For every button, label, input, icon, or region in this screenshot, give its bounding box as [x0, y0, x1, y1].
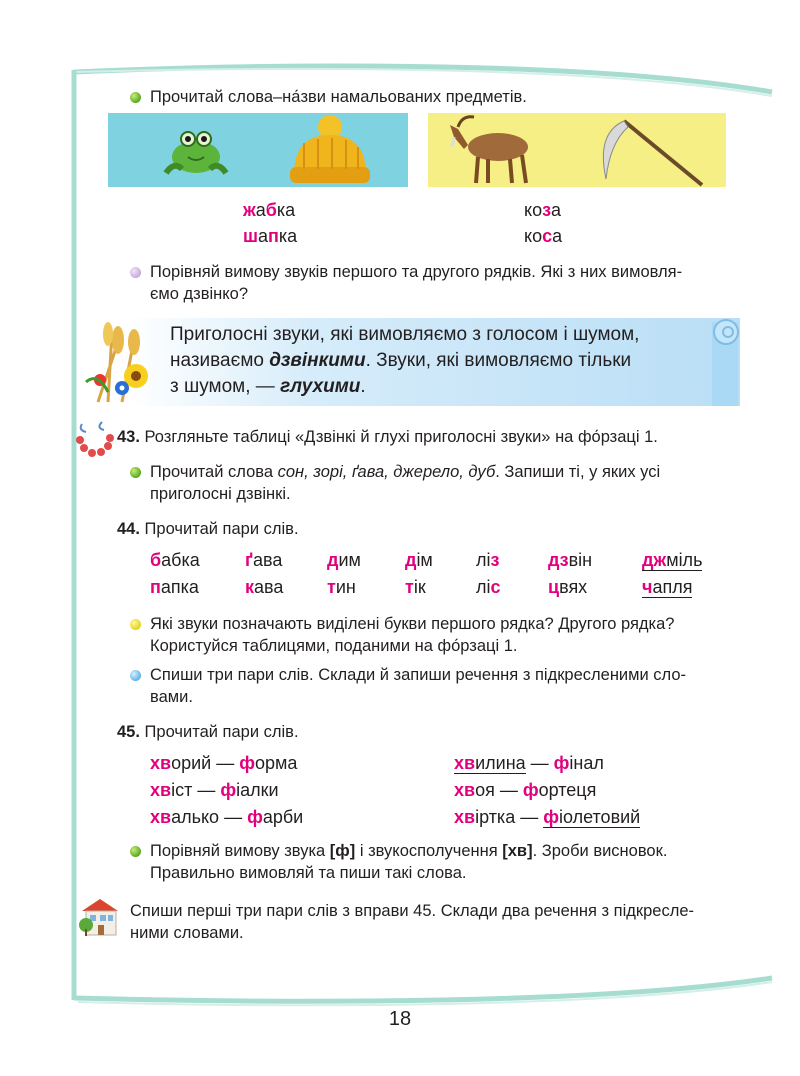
word-tsviakh: цвях	[548, 577, 588, 597]
ex45-instruction-cont: Правильно вимовляй та пиши такі слова.	[150, 864, 467, 882]
scroll-icon	[706, 316, 746, 408]
ex44-task: Спиши три пари слів. Склади й запиши речення з підкресленими сло-	[150, 666, 687, 684]
bullet-icon	[130, 846, 141, 857]
homework-task: Спиши перші три пари слів з вправи 45. Склади два речення з підкресле-	[130, 902, 695, 920]
word-chaplia: чапля	[642, 577, 693, 597]
rule-text: Приголосні звуки, які вимовляємо з голосом і шумом, називаємо дзвінкими. Звуки, які вимовляємо тільки з шумом, — глухими.	[170, 324, 640, 397]
word-kosa: коса	[524, 226, 563, 246]
frog-and-hat-picture	[108, 113, 408, 187]
picture-panel-left	[108, 113, 408, 187]
homework-task-cont: ними словами.	[130, 924, 244, 942]
word-lis: ліс	[476, 577, 501, 597]
bullet-icon	[130, 92, 141, 103]
word-dim: дім	[405, 550, 433, 570]
word-liz: ліз	[476, 550, 500, 570]
pair-khvirtka-fioletovyi: хвіртка — фіолетовий	[454, 807, 641, 827]
ex45-instruction: Порівняй вимову звука [ф] і звукосполучення [хв]. Зроби висновок.	[150, 842, 668, 860]
word-dzhmil: джміль	[642, 550, 703, 570]
exercise-43: 43. Розгляньте таблиці «Дзвінкі й глухі приголосні звуки» на фо́рзаці 1.	[117, 428, 658, 446]
house-icon	[78, 895, 124, 939]
word-dym: дим	[327, 550, 361, 570]
ex44-task-cont: вами.	[150, 688, 193, 706]
word-zhabka: жабка	[243, 200, 296, 220]
pair-khvist-fialky: хвіст — фіалки	[150, 780, 279, 800]
goat-icon	[450, 117, 528, 183]
beads-icon	[74, 418, 114, 460]
word-koza: коза	[524, 200, 562, 220]
word-papka: папка	[150, 577, 199, 597]
pair-khvoia-fortetsia: хвоя — фортеця	[454, 780, 597, 800]
compare-instruction: Порівняй вимову звуків першого та другого рядків. Які з них вимовля-	[150, 263, 683, 281]
page-number: 18	[388, 1008, 412, 1030]
word-tyn: тин	[327, 577, 356, 597]
goat-and-scythe-picture	[428, 113, 726, 187]
frog-icon	[166, 132, 226, 173]
pair-khvoryi-forma: хворий — форма	[150, 753, 298, 773]
hat-icon	[290, 115, 370, 183]
bullet-icon	[130, 619, 141, 630]
bullet-icon	[130, 267, 141, 278]
bullet-icon	[130, 670, 141, 681]
word-shapka: шапка	[243, 226, 298, 246]
intro-instruction: Прочитай слова–на́зви намальованих предметів.	[150, 88, 527, 106]
flowers-icon	[78, 322, 158, 406]
bullet-icon	[130, 467, 141, 478]
exercise-45: 45. Прочитай пари слів.	[117, 723, 299, 741]
word-gava: ґава	[245, 550, 283, 570]
pair-khvylyna-final: хвилина — фінал	[454, 753, 604, 773]
ex43-instruction: Прочитай слова сон, зорі, ґава, джерело, дуб. Запиши ті, у яких усі	[150, 463, 661, 481]
scythe-icon	[603, 121, 702, 185]
word-dzvin: дзвін	[548, 550, 593, 570]
pair-khvalko-farby: хвалько — фарби	[150, 807, 304, 827]
word-babka: бабка	[150, 550, 200, 570]
word-kava: кава	[245, 577, 284, 597]
compare-instruction-cont: ємо дзвінко?	[150, 285, 249, 303]
word-tik: тік	[405, 577, 426, 597]
ex44-question: Які звуки позначають виділені букви першого рядка? Другого рядка?	[150, 615, 675, 633]
picture-panel-right	[428, 113, 726, 187]
ex43-instruction-cont: приголосні дзвінкі.	[150, 485, 291, 503]
ex44-question-cont: Користуйся таблицями, поданими на фо́рзаці 1.	[150, 637, 518, 655]
exercise-44: 44. Прочитай пари слів.	[117, 520, 299, 538]
